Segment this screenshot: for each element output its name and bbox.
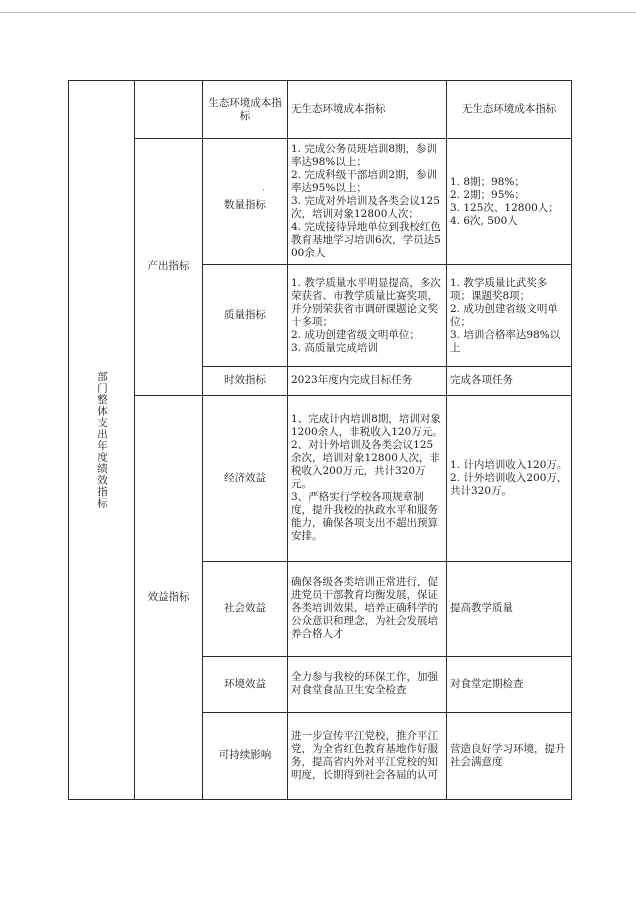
sustainable-actual-text: 营造良好学习环境，提升社会满意度 [447,712,572,799]
header-no-eco-cost-indicator: 无生态环境成本指标 [288,81,447,139]
header-eco-cost-indicator: 生态环境成本指标 [203,81,288,139]
header-blank-cell [135,81,203,139]
quantity-actual-text: 1. 8期；98%； 2. 2期；95%； 3. 125次、12800人； 4. 6次, 500人 [447,139,572,265]
timeliness-actual-text: 完成各项任务 [447,366,572,395]
economic-benefit-label: 经济效益 [203,395,288,561]
environmental-benefit-label: 环境效益 [203,656,288,712]
quality-target-text: 1. 教学质量水平明显提高，多次荣获省、市教学质量比赛奖项，并分别荣获省市调研课题论文奖十多项； 2. 成功创建省级文明单位； 3. 高质量完成培训 [288,265,447,367]
quality-indicator-label: 质量指标 [203,265,288,367]
sustainable-target-text: 进一步宣传平江党校，推介平江党，为全省红色教育基地作好服务，提高省内外对平江党校的知明度，长期得到社会各届的认可 [288,712,447,799]
benefit-indicator-category: 效益指标 [135,395,203,799]
economic-target-text: 1、完成计内培训8期，培训对象1200余人，非税收入120万元。2、对计外培训及各类会议125余次，培训对象12800人次，非税收入200万元，共计320万元。 3、严格实行学校各项规章制度，提升我校的执政水平和服务能力，确保各项支出不超出预算安排。 [288,395,447,561]
timeliness-target-text: 2023年度内完成目标任务 [288,366,447,395]
dept-expenditure-label-cell [69,81,135,800]
performance-indicator-table [68,80,572,800]
scan-mark: ` [261,190,267,201]
output-indicator-category: 产出指标 [135,139,203,396]
table-row [69,139,572,265]
social-benefit-label: 社会效益 [203,561,288,656]
dept-expenditure-label: 部门整体支出 [96,371,108,440]
quantity-indicator-label: 数量指标 [224,199,266,212]
header-no-eco-cost-indicator-2: 无生态环境成本指标 [447,81,572,139]
quantity-indicator-cell [203,139,288,265]
environmental-target-text: 全力参与我校的环保工作，加强对食堂食品卫生安全检查 [288,656,447,712]
table-header-row [69,81,572,139]
scan-top-edge [0,12,636,13]
quantity-target-text: 1. 完成公务员班培训8期，参训率达98%以上； 2. 完成科级干部培训2期，参训率达95%以上； 3. 完成对外培训及各类会议125次，培训对象12800人次； 4. 完成接待异地单位到我校红色教育基地学习培训6次，学员达500余人 [288,139,447,265]
table-row [69,395,572,561]
economic-actual-text: 1. 计内培训收入120万。 2. 计外培训收入200万，共计320万。 [447,395,572,561]
environmental-actual-text: 对食堂定期检查 [447,656,572,712]
annual-performance-label: 年度绩效指标 [96,440,108,509]
quality-actual-text: 1. 教学质量比武奖多项；课题奖8项； 2. 成功创建省级文明单位； 3. 培训合格率达98%以上 [447,265,572,367]
social-target-text: 确保各级各类培训正常进行，促进党员干部教育均衡发展，保证各类培训效果，培养正确科学的公众意识和理念，为社会发展培养合格人才 [288,561,447,656]
timeliness-indicator-label: 时效指标 [203,366,288,395]
social-actual-text: 提高教学质量 [447,561,572,656]
sustainable-impact-label: 可持续影响 [203,712,288,799]
